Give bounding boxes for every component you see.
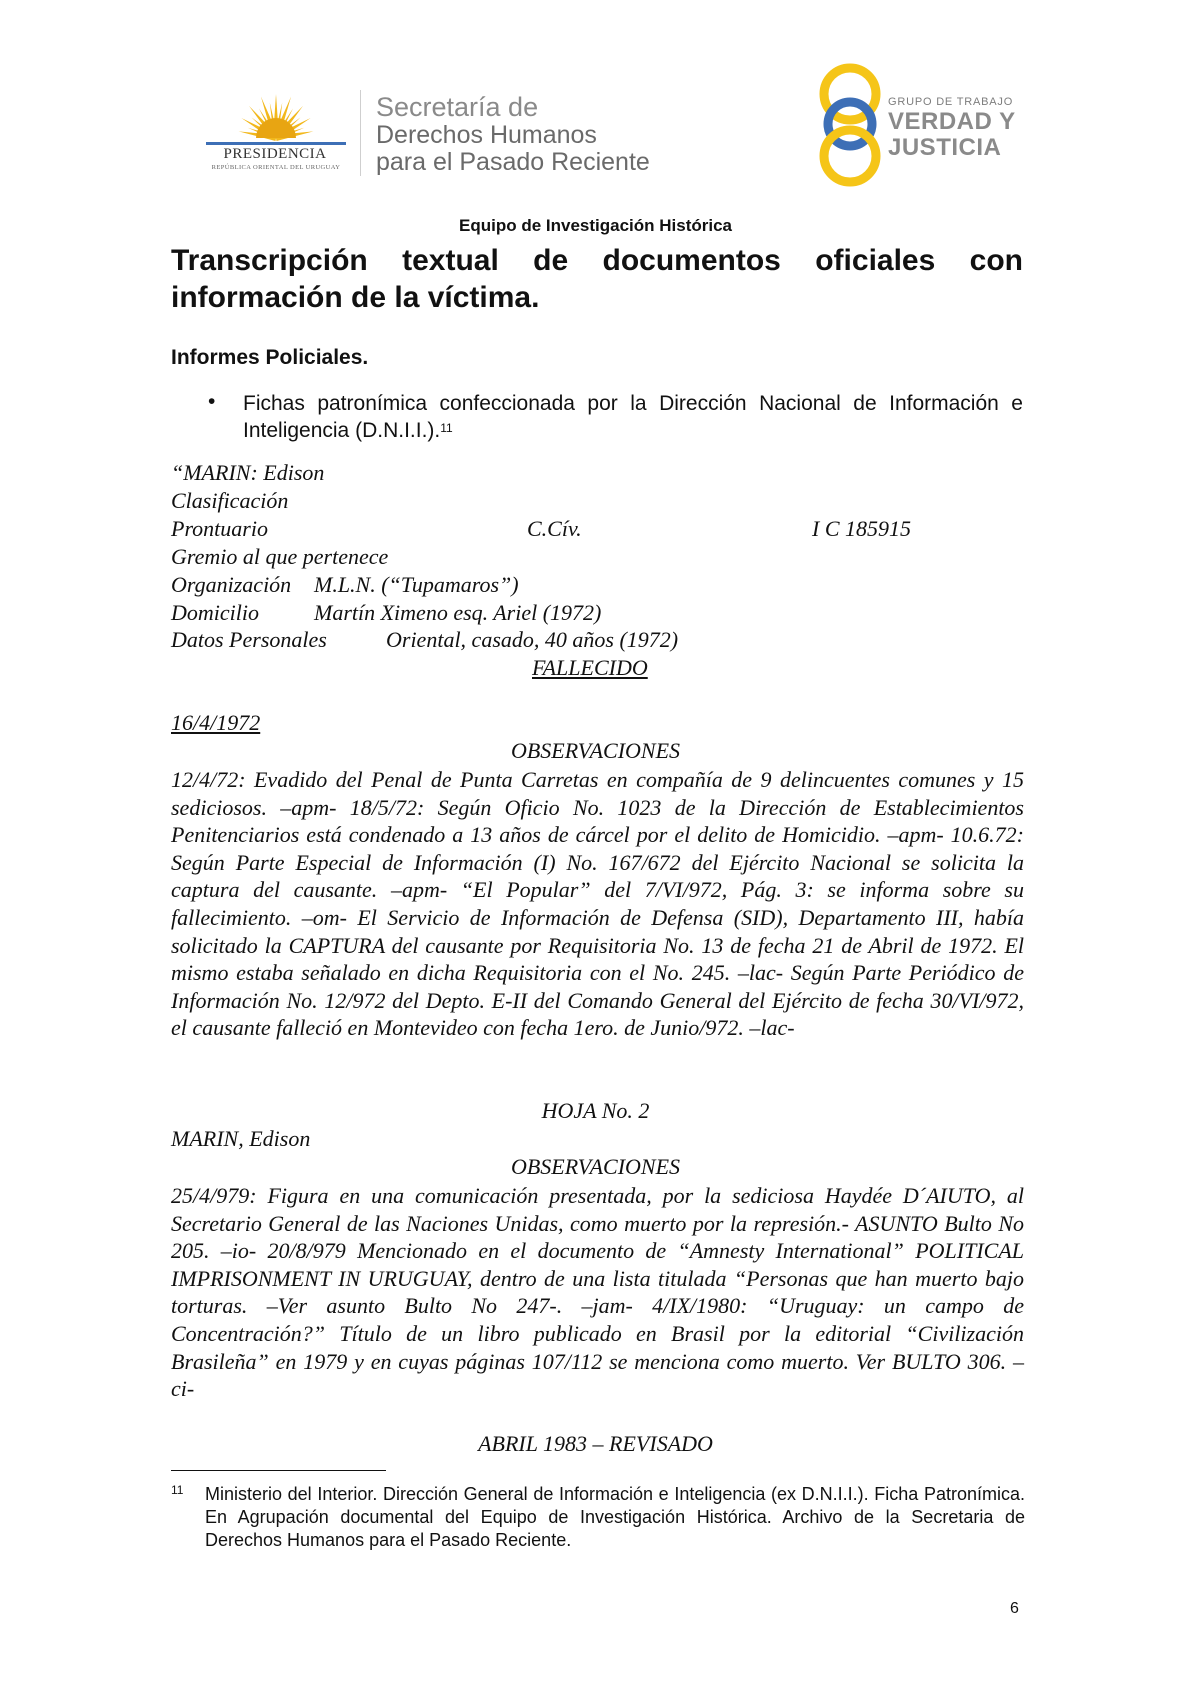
clasificacion-label: Clasificación	[171, 488, 289, 513]
record-name-line: “MARIN: Edison	[171, 460, 325, 485]
hoja-name: MARIN, Edison	[171, 1126, 311, 1151]
secretaria-logo-text	[376, 92, 650, 176]
revision-line: ABRIL 1983 – REVISADO	[478, 1431, 713, 1456]
observaciones-2-text: 25/4/979: Figura en una comunicación presentada, por la sediciosa Haydée D´AIUTO, al Secretario General de las Naciones Unidas, como muerto por la represión.- ASUNTO Bulto No 205. –io- 20/8/979 Mencionado en el documento de “Amnesty International” POLITICAL IMPRISONMENT IN URUGUAY, dentro de una lista titulada “Personas que han muerto bajo torturas. –Ver asunto Bulto No 247-. –jam- 4/IX/1980: “Uruguay: un campo de Concentración?” Título de un libro publicado en Brasil por la editorial “Civilización Brasileña” en 1979 y en cuyas páginas 107/112 se menciona como muerto. Ver BULTO 306. –ci-	[171, 1183, 1024, 1402]
page-title: Transcripción textual de documentos oficiales con información de la víctima.	[171, 244, 1023, 314]
verdad-justicia-logo-text	[888, 95, 1016, 161]
logo-divider	[360, 90, 361, 176]
gtvj-line-3: JUSTICIA	[888, 134, 1002, 161]
observaciones-2-heading: OBSERVACIONES	[510, 1154, 681, 1179]
prontuario-number: I C 185915	[812, 516, 911, 541]
gtvj-line-1: GRUPO DE TRABAJO	[888, 96, 1014, 108]
bullet-symbol: •	[208, 390, 216, 413]
gremio-label: Gremio al que pertenece	[171, 544, 389, 569]
footnote-reference[interactable]: 11	[440, 421, 453, 435]
team-heading: Equipo de Investigación Histórica	[459, 216, 732, 235]
presidencia-subtitle: REPÚBLICA ORIENTAL DEL URUGUAY	[211, 164, 341, 171]
footnote-text: Ministerio del Interior. Dirección General de Información e Inteligencia (ex D.N.I.I.). Ficha Patronímica. En Agrupación documental del Equipo de Investigación Histórica. Archivo de la Secretaria de Derechos Humanos para el Pasado Reciente.	[205, 1484, 1025, 1550]
section-heading: Informes Policiales.	[171, 346, 369, 369]
bullet-text: Fichas patronímica confeccionada por la Dirección Nacional de Información e Inteligencia (D.N.I.I.).	[243, 392, 1023, 442]
organizacion-label: Organización	[171, 572, 292, 597]
domicilio-value: Martín Ximeno esq. Ariel (1972)	[314, 600, 602, 625]
secretaria-line-2: Derechos Humanos	[376, 121, 597, 149]
bullet-item	[243, 390, 1023, 444]
record-date: 16/4/1972	[171, 710, 261, 735]
datos-personales-value: Oriental, casado, 40 años (1972)	[386, 627, 679, 652]
gtvj-line-2: VERDAD Y	[888, 108, 1016, 135]
secretaria-line-1: Secretaría de	[376, 92, 539, 122]
observaciones-text: 12/4/72: Evadido del Penal de Punta Carretas en compañía de 9 delincuentes comunes y 15 sediciosos. –apm- 18/5/72: Según Oficio No. 1023 de la Dirección de Establecimientos Penitenciarios está condenado a 13 años de cárcel por el delito de Homicidio. –apm- 10.6.72: Según Parte Especial de Información (I) No. 167/672 del Ejército Nacional se solicita la captura del causante. –apm- “El Popular” del 7/VI/972, Pág. 3: se informa sobre su fallecimiento. –om- El Servicio de Información de Defensa (SID), Departamento III, había solicitado la CAPTURA del causante por Requisitoria No. 13 de fecha 21 de Abril de 1972. El mismo estaba señalado en dicha Requisitoria con el No. 245. –lac- Según Parte Periódico de Información No. 12/972 del Depto. E-II del Comando General del Ejército de fecha 30/VI/972, el causante falleció en Montevideo con fecha 1ero. de Junio/972. –lac-	[171, 767, 1024, 1041]
datos-personales-label: Datos Personales	[171, 627, 327, 652]
presidencia-name: PRESIDENCIA	[223, 146, 327, 162]
secretaria-line-3: para el Pasado Reciente	[376, 148, 650, 176]
organizacion-value: M.L.N. (“Tupamaros”)	[314, 572, 519, 597]
footnote-divider	[171, 1470, 386, 1471]
page-number: 6	[1010, 1600, 1019, 1617]
prontuario-type: C.Cív.	[527, 516, 582, 541]
hoja-heading: HOJA No. 2	[541, 1098, 650, 1123]
verdad-justicia-rings-icon	[812, 62, 892, 187]
domicilio-label: Domicilio	[171, 600, 259, 625]
status-fallecido: FALLECIDO	[532, 655, 648, 680]
prontuario-label: Prontuario	[171, 516, 268, 541]
observaciones-heading: OBSERVACIONES	[510, 738, 681, 763]
footnote-number: 11	[171, 1483, 184, 1497]
